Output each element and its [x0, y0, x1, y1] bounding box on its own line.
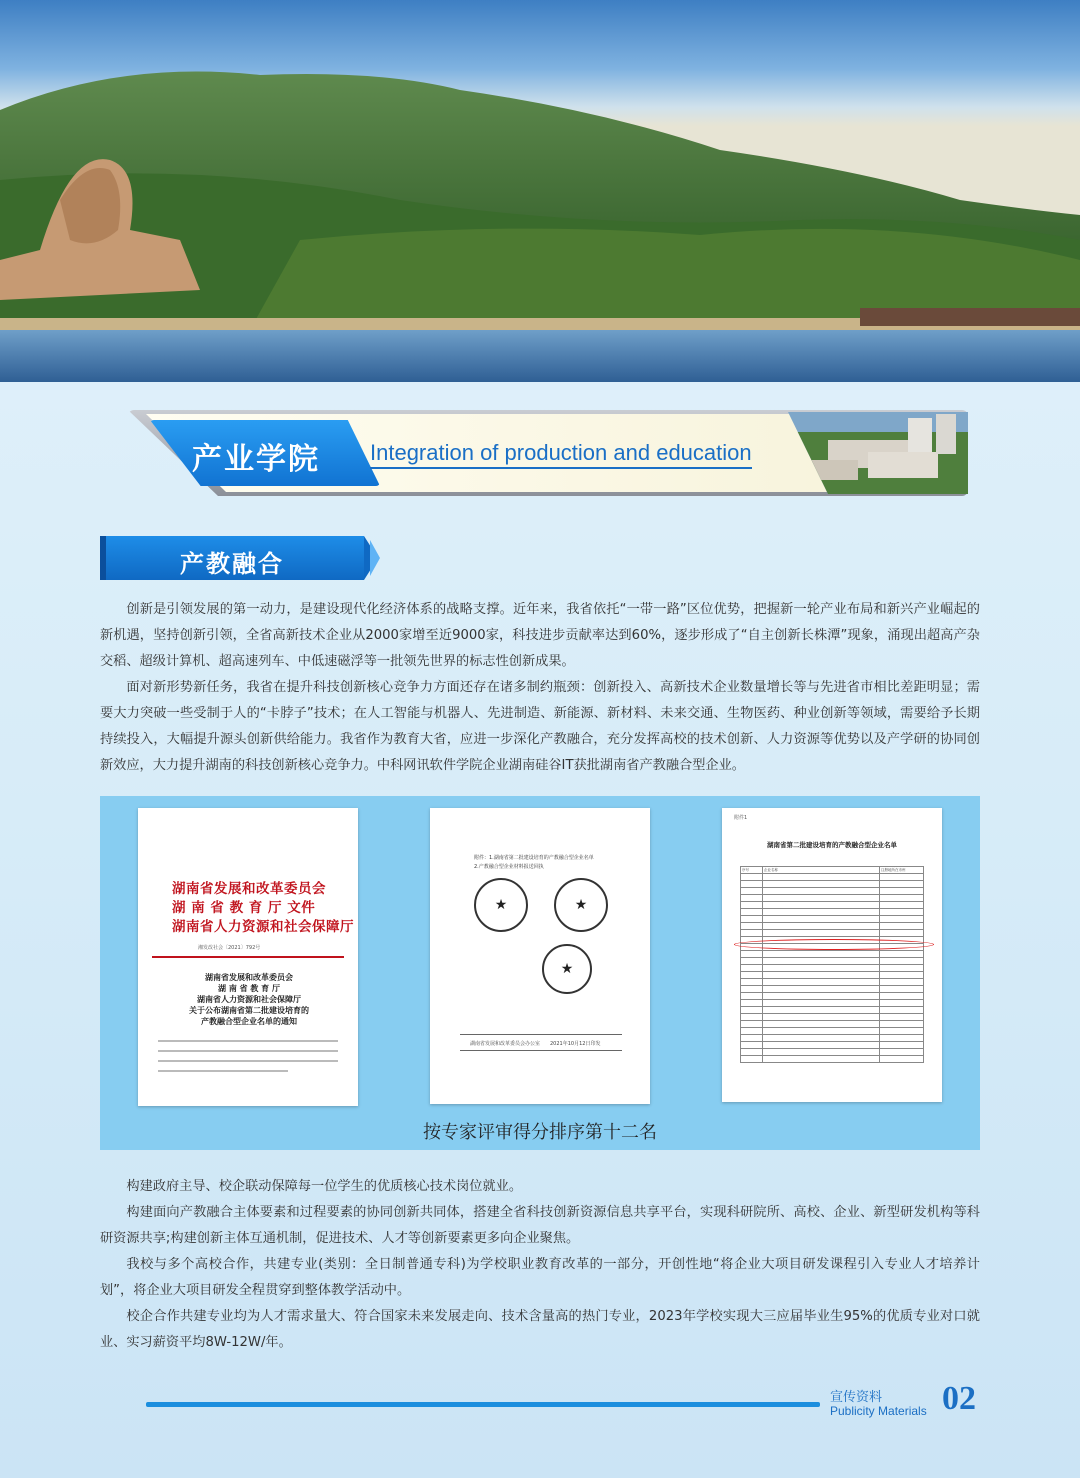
doc1-header: [172, 880, 354, 937]
doc1-text-line: [158, 1060, 338, 1062]
table-row: [741, 895, 924, 902]
table-row: [741, 881, 924, 888]
table-cell: [741, 895, 763, 902]
doc1-red-rule: [152, 956, 344, 958]
table-row: [741, 1035, 924, 1042]
doc1-header-line: 湖南省发展和改革委员会: [172, 881, 326, 897]
doc1-title-line: 关于公布湖南省第二批建设培育的: [189, 1005, 309, 1015]
table-cell: [763, 1014, 880, 1021]
table-cell: [880, 1049, 924, 1056]
table-row: [741, 1021, 924, 1028]
doc2-footer: 湖南省发展和改革委员会办公室 2021年10月12日印发: [470, 1041, 601, 1047]
table-cell: [880, 1056, 924, 1063]
table-row: [741, 1028, 924, 1035]
hero-photo: [0, 0, 1080, 382]
table-cell: [763, 902, 880, 909]
table-cell: [741, 972, 763, 979]
doc3-attachment-label: 附件1: [734, 815, 748, 821]
intro-paragraph-2: 面对新形势新任务，我省在提升科技创新核心竞争力方面还存在诸多制约瓶颈：创新投入、高新技术企业数量增长等与先进省市相比差距明显；需要大力突破一些受制于人的“卡脖子”技术；在人工智能与机器人、先进制造、新能源、新材料、未来交通、生物医药、种业创新等领域，需要给予长期持续投入，大幅提升源头创新供给能力。我省作为教育大省，应进一步深化产教融合，充分发挥高校的技术创新、人力资源等优势以及产学研的协同创新效应，大力提升湖南的科技创新核心竞争力。中科网讯软件学院企业湖南硅谷IT获批湖南省产教融合型企业。: [100, 680, 980, 773]
table-cell: [880, 895, 924, 902]
highlight-oval: [734, 939, 934, 950]
seal-star-icon: ★: [574, 897, 588, 913]
doc1-text-line: [158, 1050, 338, 1052]
section-header: [100, 536, 380, 580]
table-row: [741, 958, 924, 965]
seal-star-icon: ★: [560, 961, 574, 977]
table-cell: [763, 916, 880, 923]
table-row: [741, 1049, 924, 1056]
footer-label-en: Publicity Materials: [830, 1404, 927, 1418]
table-cell: [763, 930, 880, 937]
table-cell: [880, 986, 924, 993]
table-cell: [880, 972, 924, 979]
official-seal-2: [554, 878, 608, 932]
table-cell: [741, 1021, 763, 1028]
enterprise-table: [740, 866, 924, 1063]
table-header-cell: 序号: [741, 867, 763, 874]
doc3-title: 湖南省第二批建设培育的产教融合型企业名单: [767, 841, 897, 849]
table-cell: [741, 958, 763, 965]
table-cell: [741, 1056, 763, 1063]
body-paragraph-4: 校企合作共建专业均为人才需求量大、符合国家未来发展走向、技术含量高的热门专业，2023年学校实现大三应届毕业生95%的优质专业对口就业、实习薪资平均8W-12W/年。: [100, 1309, 980, 1350]
doc1-header-line: 湖南省人力资源和社会保障厅: [172, 919, 354, 935]
table-row: [741, 979, 924, 986]
body-paragraph-3: 我校与多个高校合作，共建专业(类别：全日制普通专科)为学校职业教育改革的一部分，开创性地“将企业大项目研发课程引入专业人才培养计划”，将企业大项目研发全程贯穿到整体教学活动中。: [100, 1257, 980, 1298]
table-header-cell: 企业名称: [763, 867, 880, 874]
doc2-rule: [460, 1034, 622, 1035]
table-cell: [763, 972, 880, 979]
doc1-number: 湘发改社会〔2021〕792号: [198, 945, 261, 951]
table-cell: [741, 1049, 763, 1056]
body-paragraph-2: 构建面向产教融合主体要素和过程要素的协同创新共同体，搭建全省科技创新资源信息共享平台，实现科研院所、高校、企业、新型研发机构等科研资源共享;构建创新主体互通机制，促进技术、人才等创新要素更多向企业聚焦。: [100, 1205, 980, 1246]
page-number: 02: [942, 1380, 976, 1417]
table-cell: [763, 986, 880, 993]
table-header-cell: 注册地所在市州: [880, 867, 924, 874]
section-header-arrow-accent: [370, 540, 380, 576]
doc1-title: [164, 972, 334, 1027]
table-cell: [763, 993, 880, 1000]
intro-paragraph-1: 创新是引领发展的第一动力，是建设现代化经济体系的战略支撑。近年来，我省依托“一带一路”区位优势，把握新一轮产业布局和新兴产业崛起的新机遇，坚持创新引领，全省高新技术企业从2000家增至近9000家，科技进步贡献率达到60%，逐步形成了“自主创新长株潭”现象，涌现出超高产杂交稻、超级计算机、超高速列车、中低速磁浮等一批领先世界的标志性创新成果。: [100, 602, 980, 669]
table-cell: [763, 1049, 880, 1056]
doc2-header-line: 2.产教融合型企业材料报送回执: [474, 864, 544, 870]
table-row: [741, 1042, 924, 1049]
table-row: [741, 986, 924, 993]
documents-caption: 按专家评审得分排序第十二名: [423, 1122, 657, 1143]
table-cell: [763, 1028, 880, 1035]
table-cell: [741, 909, 763, 916]
table-cell: [741, 1000, 763, 1007]
table-row: [741, 923, 924, 930]
table-cell: [741, 881, 763, 888]
table-row: [741, 972, 924, 979]
table-row: [741, 965, 924, 972]
table-cell: [880, 1000, 924, 1007]
table-cell: [763, 909, 880, 916]
body-paragraph-1: 构建政府主导、校企联动保障每一位学生的优质核心技术岗位就业。: [126, 1179, 523, 1194]
section-banner: [128, 410, 968, 496]
doc2-header: [474, 854, 594, 872]
table-cell: [741, 902, 763, 909]
doc1-title-line: 产教融合型企业名单的通知: [201, 1016, 297, 1026]
table-cell: [741, 993, 763, 1000]
doc1-title-line: 湖南省发展和改革委员会: [205, 972, 293, 982]
table-cell: [763, 881, 880, 888]
table-row: [741, 930, 924, 937]
table-cell: [880, 1042, 924, 1049]
table-cell: [763, 965, 880, 972]
table-cell: [880, 993, 924, 1000]
table-cell: [763, 923, 880, 930]
table-row: [741, 909, 924, 916]
table-cell: [763, 895, 880, 902]
table-cell: [880, 1021, 924, 1028]
section-title: 产教融合: [180, 550, 284, 578]
doc1-header-line: 湖 南 省 教 育 厅 文件: [172, 900, 316, 916]
table-row: [741, 993, 924, 1000]
table-cell: [763, 1000, 880, 1007]
table-cell: [741, 1014, 763, 1021]
table-cell: [763, 951, 880, 958]
table-cell: [741, 965, 763, 972]
document-attachment-stamps: [430, 808, 650, 1104]
hero-landscape-illustration: [0, 0, 1080, 382]
table-cell: [741, 951, 763, 958]
table-cell: [880, 909, 924, 916]
table-cell: [880, 965, 924, 972]
footer-rule: [146, 1402, 820, 1407]
table-cell: [880, 874, 924, 881]
doc1-text-line: [158, 1070, 288, 1072]
table-cell: [763, 1056, 880, 1063]
official-seal-3: [542, 944, 592, 994]
table-cell: [763, 958, 880, 965]
table-cell: [741, 916, 763, 923]
table-cell: [880, 916, 924, 923]
table-header-row: [741, 867, 924, 874]
doc1-title-line: 湖南省人力资源和社会保障厅: [197, 994, 301, 1004]
table-cell: [741, 888, 763, 895]
document-notice-cover: [138, 808, 358, 1106]
documents-panel: [100, 796, 980, 1150]
table-cell: [880, 951, 924, 958]
table-cell: [741, 1028, 763, 1035]
table-row: [741, 1014, 924, 1021]
document-enterprise-list: [722, 808, 942, 1102]
footer-label-cn: 宣传资料: [830, 1390, 883, 1405]
table-row: [741, 951, 924, 958]
table-row: [741, 1000, 924, 1007]
table-cell: [763, 874, 880, 881]
table-cell: [880, 1007, 924, 1014]
table-cell: [763, 1021, 880, 1028]
table-cell: [880, 958, 924, 965]
table-row: [741, 888, 924, 895]
doc2-rule: [460, 1050, 622, 1051]
table-cell: [741, 1042, 763, 1049]
table-cell: [741, 930, 763, 937]
table-row: [741, 916, 924, 923]
table-cell: [763, 1035, 880, 1042]
table-cell: [741, 874, 763, 881]
table-cell: [880, 1014, 924, 1021]
table-cell: [880, 888, 924, 895]
table-cell: [741, 923, 763, 930]
table-cell: [880, 1028, 924, 1035]
official-seal-1: [474, 878, 528, 932]
table-cell: [880, 1035, 924, 1042]
table-cell: [763, 1007, 880, 1014]
table-cell: [880, 923, 924, 930]
table-cell: [741, 1035, 763, 1042]
table-cell: [880, 881, 924, 888]
table-cell: [880, 979, 924, 986]
table-cell: [880, 902, 924, 909]
table-row: [741, 1007, 924, 1014]
table-row: [741, 874, 924, 881]
banner-title-en: Integration of production and education: [370, 440, 752, 469]
table-cell: [763, 888, 880, 895]
table-cell: [763, 979, 880, 986]
banner-title-cn: 产业学院: [192, 442, 320, 477]
table-row: [741, 1056, 924, 1063]
table-cell: [880, 930, 924, 937]
table-cell: [763, 1042, 880, 1049]
doc1-title-line: 湖 南 省 教 育 厅: [218, 983, 280, 993]
table-cell: [741, 986, 763, 993]
doc2-header-line: 附件：1.湖南省第二批建设培育的产教融合型企业名单: [474, 855, 594, 861]
table-cell: [741, 979, 763, 986]
table-cell: [741, 1007, 763, 1014]
table-row: [741, 902, 924, 909]
doc1-text-line: [158, 1040, 338, 1042]
seal-star-icon: ★: [494, 897, 508, 913]
